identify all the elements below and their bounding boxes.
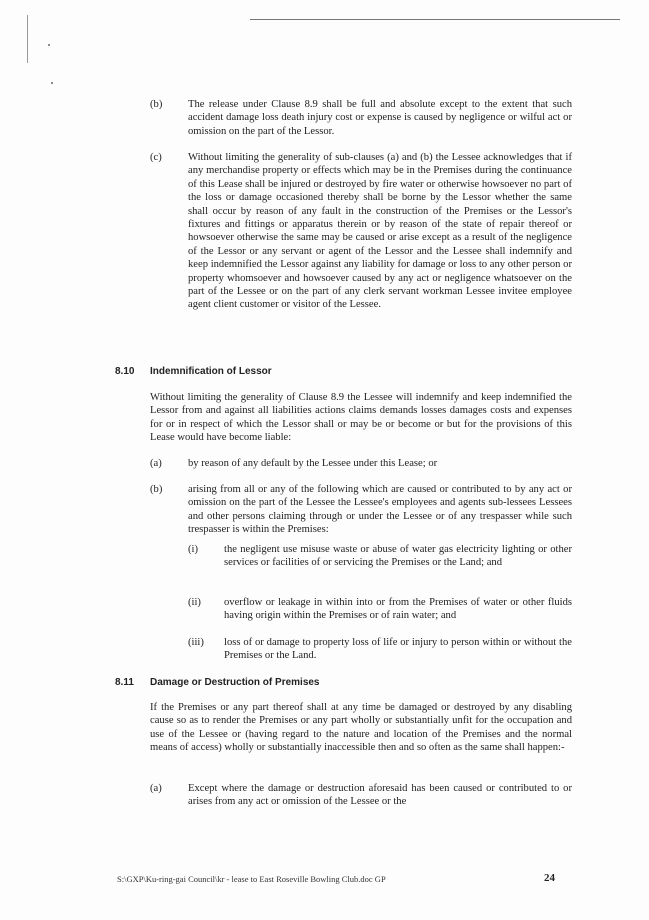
top-rule — [250, 19, 620, 20]
clause-8-9-c-text: Without limiting the generality of sub-clauses (a) and (b) the Lessee acknowledges that if any merchandise property or effects which may be in the Premises during the continuance of this Lease shall be injured or destroyed by fire water or otherwise howsoever no part of the loss or damage occasioned thereby shall be borne by the Lessor whether the same shall occur by reason of any fault in the construction of the Premises or the Lessor's fixtures and fittings or apparatus therein or by reason of the state of repair thereof or howsoever otherwise the same may be caused or arise except as a result of the negligence of the Lessor or any servant or agent of the Lessor and the Lessee shall indemnify and keep indemnified the Lessor against any liability for damage or loss to any other person or property whomsoever and howsoever caused by any act or negligence whatsoever on the part of the Lessee or on the part of any clerk servant workman Lessee invitee employee agent client customer or visitor of the Lessee. — [188, 152, 572, 311]
clause-8-9-b-label: (b) — [150, 99, 163, 110]
scan-speck — [48, 44, 50, 46]
clause-8-10-iii-text: loss of or damage to property loss of life or injury to person within or without the Premises or the Land. — [224, 637, 572, 662]
clause-8-11-intro: If the Premises or any part thereof shall at any time be damaged or destroyed by any disabling cause so as to render the Premises or any part wholly or substantially unfit for the occupation and use of the Lessee or (having regard to the nature and location of the Premises and the normal means of access) wholly or substantially inaccessible then and so often as the same shall happen:- — [150, 702, 572, 754]
clause-8-11-a-label: (a) — [150, 783, 162, 794]
clause-8-10-i-label: (i) — [188, 544, 198, 555]
clause-8-11-a-text: Except where the damage or destruction aforesaid has been caused or contributed to or arises from any act or omission of the Lessee or the — [188, 783, 572, 808]
clause-8-9-b-text: The release under Clause 8.9 shall be full and absolute except to the extent that such accident damage loss death injury cost or expense is caused by negligence or wilful act or omission on the part of the Lessor. — [188, 99, 572, 137]
clause-8-10-a-text: by reason of any default by the Lessee under this Lease; or — [188, 458, 438, 469]
page-number: 24 — [544, 872, 555, 884]
clause-8-10-ii-label: (ii) — [188, 597, 201, 608]
clause-8-10-number: 8.10 — [115, 366, 135, 377]
clause-8-9-c-label: (c) — [150, 152, 162, 163]
scan-speck — [51, 82, 53, 84]
clause-8-10-i-text: the negligent use misuse waste or abuse of water gas electricity lighting or other services or facilities of or servicing the Premises or the Land; and — [224, 544, 572, 569]
margin-rule — [27, 15, 28, 63]
clause-8-10-b-text: arising from all or any of the following which are caused or contributed to by any act or omission on the part of the Lessee the Lessee's employees and agents sub-lessees Lessees and other persons claiming through or under the Lessee or of any trespasser while such trespasser is within the Premises: — [188, 484, 572, 536]
clause-8-11-title: Damage or Destruction of Premises — [150, 677, 320, 688]
clause-8-10-b-label: (b) — [150, 484, 163, 495]
clause-8-10-iii-label: (iii) — [188, 637, 204, 648]
clause-8-10-title: Indemnification of Lessor — [150, 366, 272, 377]
clause-8-10-intro: Without limiting the generality of Clause 8.9 the Lessee will indemnify and keep indemnified the Lessor from and against all liabilities actions claims demands losses damages costs and expenses for or in respect of which the Lessor shall or may be or become or but for the provisions of this Lease would have become liable: — [150, 392, 572, 444]
clause-8-11-number: 8.11 — [115, 677, 134, 688]
footer-file-path: S:\GXP\Ku-ring-gai Council\kr - lease to East Roseville Bowling Club.doc GP — [117, 874, 386, 884]
clause-8-10-ii-text: overflow or leakage in within into or from the Premises of water or other fluids having origin within the Premises or of rain water; and — [224, 597, 572, 622]
clause-8-10-a-label: (a) — [150, 458, 162, 469]
